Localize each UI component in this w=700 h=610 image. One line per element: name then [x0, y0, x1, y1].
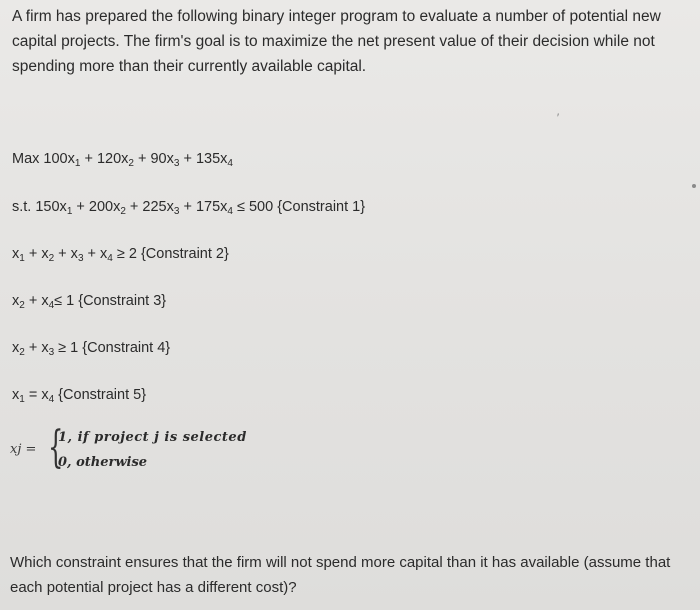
constraint-1: s.t. $150x_1 + 200x_2 + 225x_3 + 175x_4 \le 500$ {Constraint 1} — [12, 199, 366, 217]
definition-lhs: xj = — [10, 442, 37, 457]
definition-case-selected: 1, if project j is selected — [58, 430, 247, 445]
variable-definition — [10, 424, 310, 480]
constraint-4: $x_2 + x_3 \ge 1$ {Constraint 4} — [12, 340, 171, 358]
constraint-2: $x_1 + x_2 + x_3 + x_4 \ge 2$ {Constraint 2} — [12, 246, 229, 264]
constraint-3: $x_2 + x_4\le 1$ {Constraint 3} — [12, 293, 167, 311]
brace-symbol: { — [48, 422, 64, 473]
intro-paragraph: A firm has prepared the following binary integer program to evaluate a number of potential new capital projects. The firm's goal is to maximize the net present value of their decision while not spending more than their currently available capital. — [12, 8, 661, 75]
objective-function: Max $100x_1 + 120x_2 + 90x_3 + 135x_4$ — [12, 151, 233, 169]
definition-case-otherwise: 0, otherwise — [58, 455, 148, 470]
stray-mark: ′ — [557, 112, 560, 124]
question-text: Which constraint ensures that the firm will not spend more capital than it has available (assume that each potential project has a different cost)? — [10, 554, 671, 596]
constraint-5: $x_1 = x_4$ {Constraint 5} — [12, 387, 147, 405]
stray-dot — [692, 184, 696, 188]
